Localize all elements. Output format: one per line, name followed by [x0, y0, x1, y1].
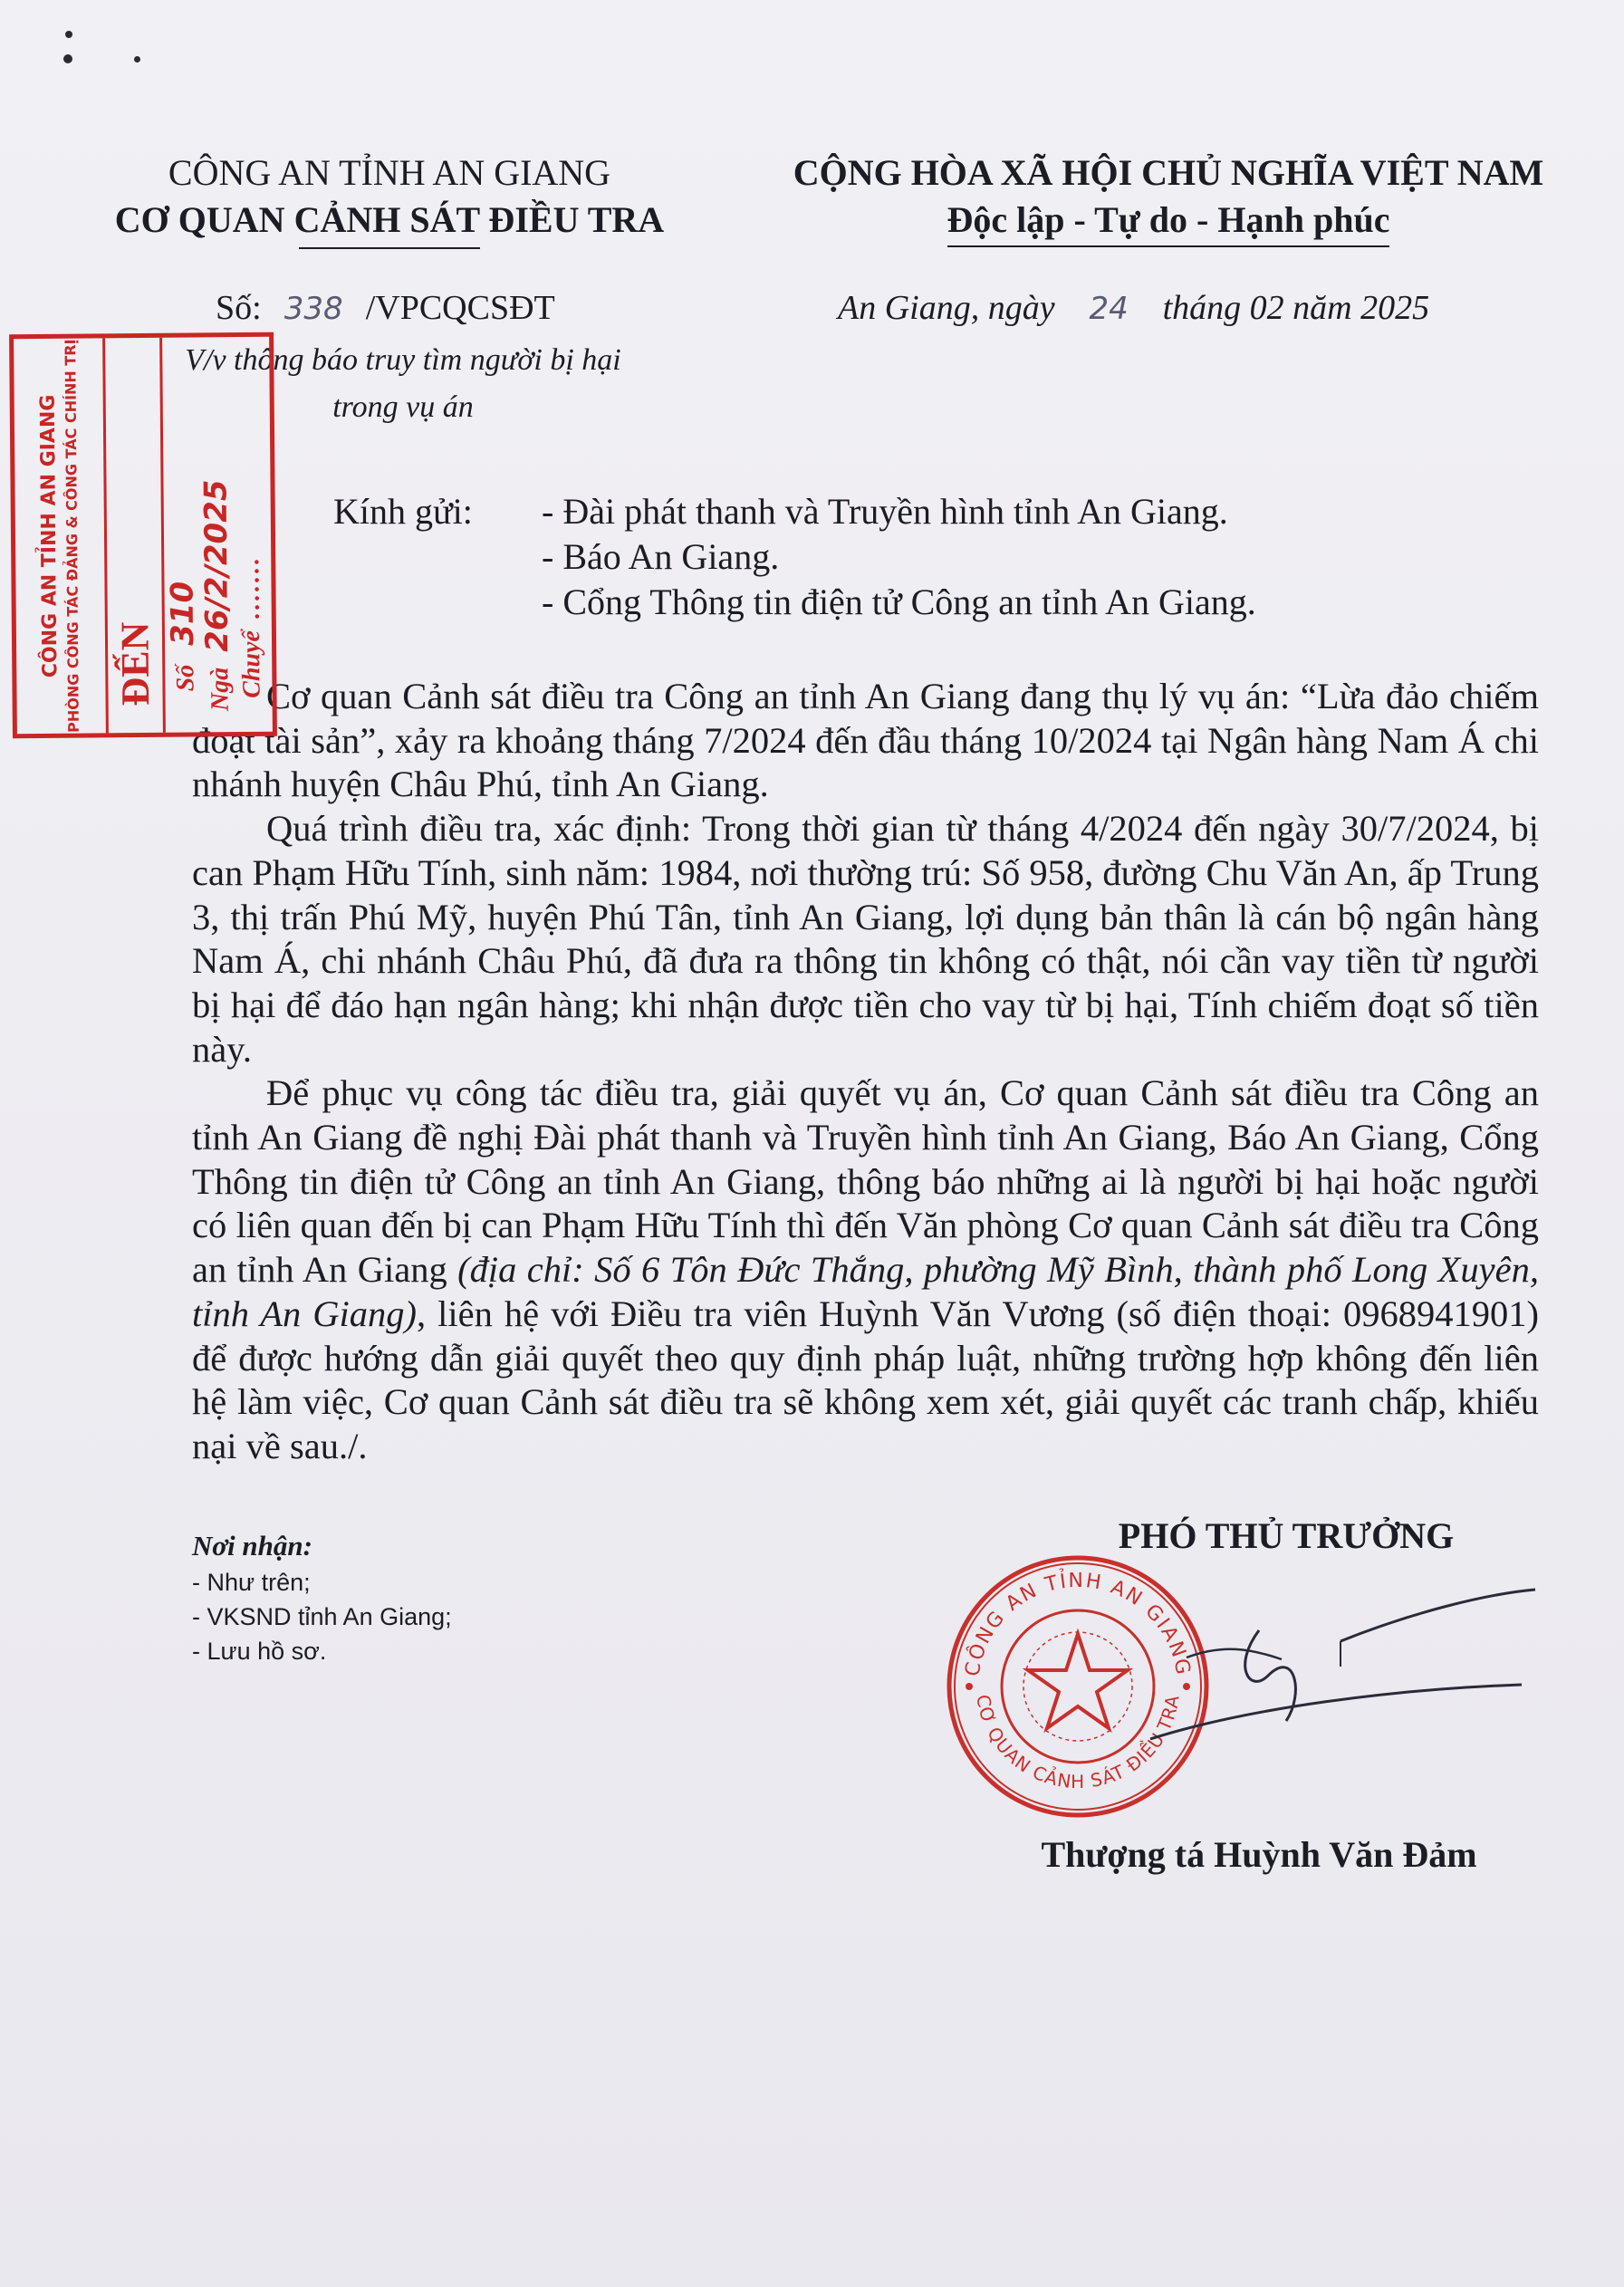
receivers-block	[192, 1527, 452, 1668]
signer-name: Thượng tá Huỳnh Văn Đảm	[1041, 1834, 1477, 1875]
receiver-item: - VKSND tỉnh An Giang;	[192, 1603, 452, 1630]
signer-title: PHÓ THỦ TRƯỞNG	[1118, 1515, 1455, 1556]
handwritten-signature-icon	[1069, 1558, 1540, 1793]
subject-line-1: V/v thông báo truy tìm người bị hại	[185, 343, 621, 377]
punch-mark	[134, 56, 140, 62]
incoming-document-stamp: CÔNG AN TỈNH AN GIANG PHÒNG CÔNG TÁC ĐẢNG & CÔNG TÁC CHÍNH TRỊ ĐẾN Số 310 Ngà 26/2/2025 Chuyể .......	[9, 332, 277, 739]
date-prefix: An Giang, ngày	[838, 289, 1055, 327]
number-prefix: Số:	[216, 289, 262, 327]
punch-mark	[63, 54, 72, 63]
addressee-item: - Cổng Thông tin điện tử Công an tỉnh An Giang.	[542, 581, 1256, 622]
number-value: 338	[283, 291, 343, 327]
receiver-item: - Lưu hồ sơ.	[192, 1638, 327, 1665]
addressee-label: Kính gửi:	[333, 491, 473, 532]
stamp-forward-label: Chuyể	[236, 629, 266, 698]
addressee-item: - Báo An Giang.	[542, 536, 780, 577]
stamp-so-value: 310	[164, 581, 202, 646]
department-name: CƠ QUAN CẢNH SÁT ĐIỀU TRA	[114, 199, 665, 240]
stamp-date-label: Ngà	[206, 667, 235, 712]
seal-top-text: CÔNG AN TỈNH AN GIANG	[961, 1569, 1195, 1678]
country-name: CỘNG HÒA XÃ HỘI CHỦ NGHĨA VIỆT NAM	[793, 152, 1544, 193]
place-date	[838, 288, 1429, 328]
agency-name: CÔNG AN TỈNH AN GIANG	[168, 152, 611, 193]
issuing-authority	[109, 149, 670, 249]
number-suffix: /VPCQCSĐT	[365, 289, 555, 327]
date-day: 24	[1089, 291, 1129, 327]
stamp-den-label: ĐẾN	[112, 621, 159, 706]
header-left-rule	[299, 247, 480, 249]
stamp-org-line-2: PHÒNG CÔNG TÁC ĐẢNG & CÔNG TÁC CHÍNH TRỊ	[62, 339, 82, 733]
paragraph-3-start: Để phục vụ công tác điều tra, giải quyết vụ án, Cơ quan Cảnh sát điều tra Công an tỉnh An Giang đề nghị Đài phát thanh và Truyền hình tỉnh An Giang, Báo An Giang, Cổng Thông tin điện tử Công an tỉnh An Giang, thông báo những ai là người bị hại hoặc người có liên quan đến bị can Phạm Hữu Tính thì đến Văn phòng Cơ quan Cảnh sát điều tra Công an tỉnh An Giang	[192, 1072, 1539, 1291]
body-paragraph-2: Quá trình điều tra, xác định: Trong thời gian từ tháng 4/2024 đến ngày 30/7/2024, bị can Phạm Hữu Tính, sinh năm: 1984, nơi thường trú: Số 958, đường Chu Văn An, ấp Trung 3, thị trấn Phú Mỹ, huyện Phú Tân, tỉnh An Giang, lợi dụng bản thân là cán bộ ngân hàng Nam Á, chi nhánh Châu Phú, đã đưa ra thông tin không có thật, nói cần vay tiền từ người bị hại để đáo hạn ngân hàng; khi nhận được tiền cho vay từ bị hại, Tính chiếm đoạt số tiền này.	[192, 808, 1539, 1070]
receivers-title: Nơi nhận:	[192, 1530, 312, 1562]
office-address: (địa chỉ: Số 6 Tôn Đức Thắng, phường Mỹ Bình, thành phố Long Xuyên, tỉnh An Giang)	[192, 1249, 1539, 1334]
stamp-so-label: Số	[171, 664, 200, 692]
paragraph-3-end: , liên hệ với Điều tra viên Huỳnh Văn Vương (số điện thoại: 0968941901) để được hướng dẫn giải quyết theo quy định pháp luật, những trường hợp không đến liên hệ làm việc, Cơ quan Cảnh sát điều tra sẽ không xem xét, giải quyết các tranh chấp, khiếu nại về sau./.	[192, 1292, 1539, 1466]
stamp-date-value: 26/2/2025	[197, 479, 236, 653]
national-heading	[770, 149, 1567, 247]
body-paragraph-1: Cơ quan Cảnh sát điều tra Công an tỉnh An Giang đang thụ lý vụ án: “Lừa đảo chiếm đoạt tài sản”, xảy ra khoảng tháng 7/2024 đến đầu tháng 10/2024 tại Ngân hàng Nam Á chi nhánh huyện Châu Phú, tỉnh An Giang.	[192, 676, 1539, 805]
stamp-org-line-1: CÔNG AN TỈNH AN GIANG	[36, 394, 62, 678]
national-motto: Độc lập - Tự do - Hạnh phúc	[947, 197, 1390, 247]
document-body	[192, 675, 1539, 1469]
subject-line-2: trong vụ án	[332, 390, 474, 424]
punch-mark	[65, 31, 72, 38]
receiver-item: - Như trên;	[192, 1569, 311, 1596]
seal-bottom-text: CƠ QUAN CẢNH SÁT ĐIỀU TRA	[972, 1693, 1184, 1793]
body-paragraph-3	[192, 1071, 1539, 1468]
addressee-item: - Đài phát thanh và Truyền hình tỉnh An Giang.	[542, 491, 1228, 532]
addressee-list	[542, 489, 1256, 625]
document-number	[216, 288, 555, 328]
date-rest: tháng 02 năm 2025	[1162, 289, 1430, 327]
